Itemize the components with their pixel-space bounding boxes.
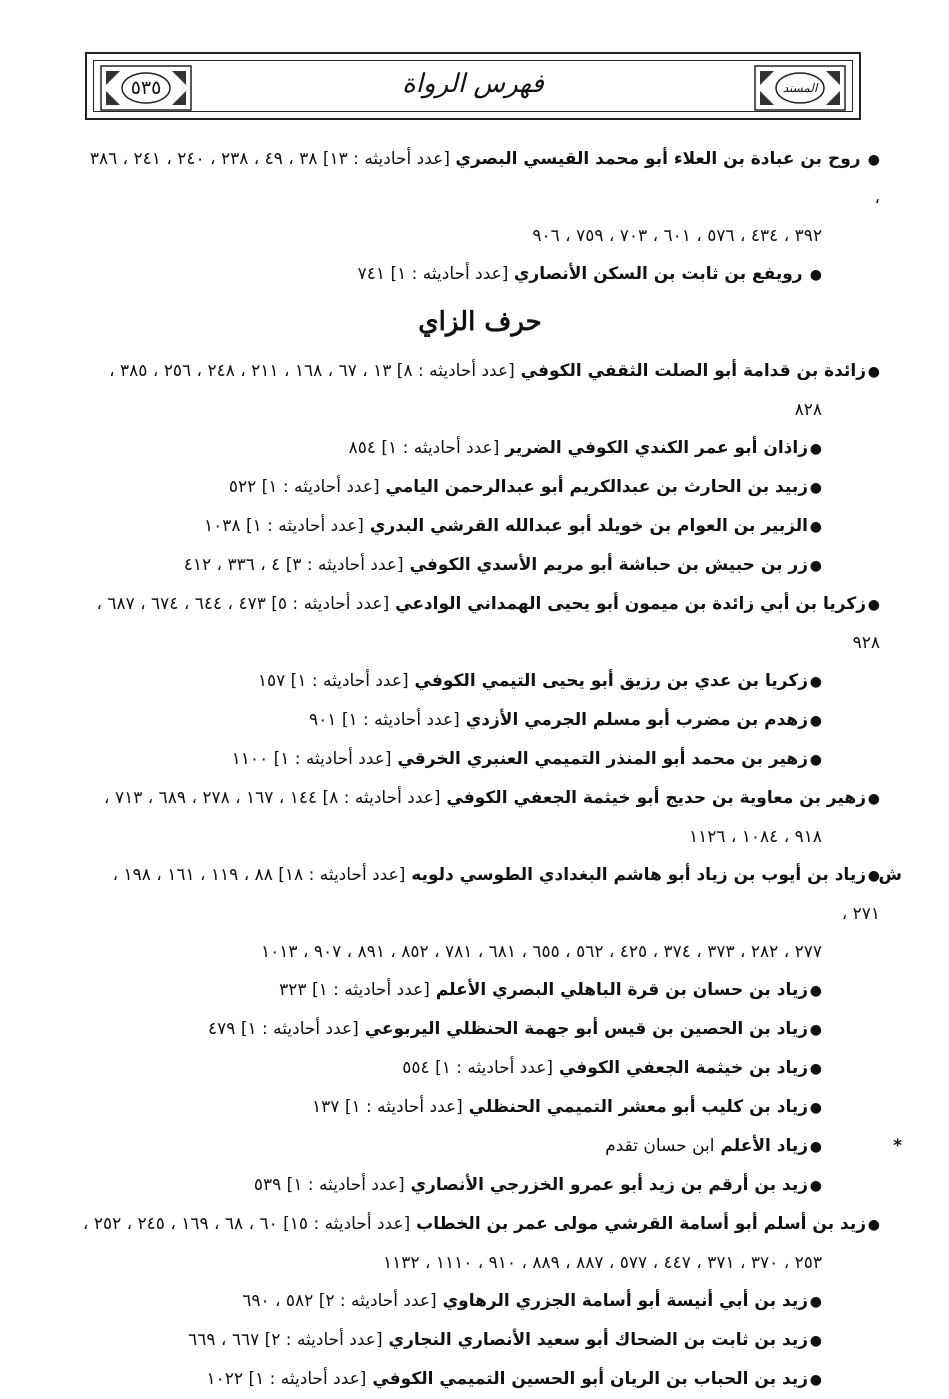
entry-flag: ش (878, 865, 902, 885)
list-item (80, 1282, 880, 1321)
entry-list (80, 352, 902, 1399)
narrator-details-continued: ٩١٨ ، ١٠٨٤ ، ١١٢٦ (688, 827, 822, 847)
narrator-details: [عدد أحاديثه : ١] ٧٤١ (357, 264, 509, 284)
list-item (80, 546, 880, 585)
list-item (80, 1088, 880, 1127)
bullet-icon: ● (809, 983, 822, 999)
narrator-name: زائدة بن قدامة أبو الصلت الثقفي الكوفي (514, 361, 866, 381)
narrator-name: زبيد بن الحارث بن عبدالكريم أبو عبدالرحمن اليامي (379, 477, 808, 497)
bullet-icon: ● (809, 267, 822, 283)
narrator-name: زهير بن معاوية بن حديج أبو خيثمة الجعفي الكوفي (440, 788, 866, 808)
narrator-details: [عدد أحاديثه : ١] ١٠٣٨ (204, 516, 364, 536)
narrator-name: زيد بن أسلم أبو أسامة القرشي مولى عمر بن الخطاب (410, 1214, 866, 1234)
bullet-icon: ● (809, 713, 822, 729)
narrator-name: زهير بن محمد أبو المنذر التميمي العنبري الخرقي (391, 749, 808, 769)
bullet-icon: ● (809, 752, 822, 768)
narrator-details: [عدد أحاديثه : ١] ٥٣٩ (253, 1175, 405, 1195)
narrator-details: [عدد أحاديثه : ٢] ٦٦٧ ، ٦٦٩ (188, 1330, 383, 1350)
narrator-details: [عدد أحاديثه : ٨] ١٤٤ ، ١٦٧ ، ٢٧٨ ، ٦٨٩ ، ٧١٣ ، (104, 788, 441, 808)
narrator-details: [عدد أحاديثه : ٨] ١٣ ، ٦٧ ، ١٦٨ ، ٢١١ ، ٢٤٨ ، ٢٥٦ ، ٣٨٥ ، (109, 361, 515, 381)
list-item (80, 1205, 880, 1282)
narrator-name: زهدم بن مضرب أبو مسلم الجرمي الأزدي (459, 710, 808, 730)
bullet-icon: ● (809, 1100, 822, 1116)
narrator-details: [عدد أحاديثه : ٥] ٤٧٣ ، ٦٤٤ ، ٦٧٤ ، ٦٨٧ ، ٩٢٨ (96, 594, 880, 653)
narrator-name: زر بن حبيش بن حباشة أبو مريم الأسدي الكوفي (403, 555, 808, 575)
narrator-name: زياد بن أيوب بن زياد أبو هاشم البغدادي الطوسي دلويه (405, 865, 866, 885)
narrator-details-continued: ٢٥٣ ، ٣٧٠ ، ٣٧١ ، ٤٤٧ ، ٥٧٧ ، ٨٨٧ ، ٨٨٩ ، ٩١٠ ، ١١١٠ ، ١١٣٢ (383, 1253, 822, 1273)
list-item (80, 140, 880, 255)
narrator-details: [عدد أحاديثه : ١] ٤٧٩ (208, 1019, 359, 1039)
narrator-details: [عدد أحاديثه : ١٣] ٣٨ ، ٤٩ ، ٢٣٨ ، ٢٤٠ ، ٢٤١ ، ٣٨٦ ، (89, 149, 880, 208)
bullet-icon: ● (809, 1372, 822, 1388)
narrator-details: [عدد أحاديثه : ١] ٥٢٢ (228, 477, 380, 497)
narrator-details: ابن حسان تقدم (605, 1136, 715, 1156)
list-item (80, 429, 880, 468)
bullet-icon: ● (809, 1022, 822, 1038)
list-item (80, 1321, 880, 1360)
narrator-name: الزبير بن العوام بن خويلد أبو عبدالله القرشي البدري (363, 516, 808, 536)
narrator-details: [عدد أحاديثه : ٢] ٥٨٢ ، ٦٩٠ (242, 1291, 437, 1311)
bullet-icon: ● (809, 519, 822, 535)
narrator-details: [عدد أحاديثه : ٣] ٤ ، ٣٣٦ ، ٤١٢ (183, 555, 404, 575)
narrator-name: زياد الأعلم (714, 1136, 808, 1156)
page-number: ٥٣٥ (130, 77, 162, 99)
narrator-name: زياد بن كليب أبو معشر التميمي الحنظلي (462, 1097, 808, 1117)
list-item (80, 1166, 880, 1205)
page-number-ornament (100, 65, 192, 111)
section-heading: حرف الزاي (418, 307, 542, 337)
narrator-name: زيد بن أرقم بن زيد أبو عمرو الخزرجي الأنصاري (404, 1175, 808, 1195)
narrator-details: [عدد أحاديثه : ١٥] ٦٠ ، ٦٨ ، ١٦٩ ، ٢٤٥ ، ٢٥٢ ، (82, 1214, 411, 1234)
narrator-details: [عدد أحاديثه : ١] ١٣٧ (312, 1097, 463, 1117)
entry-flag: * (893, 1136, 902, 1156)
narrator-name: زيد بن الحباب بن الريان أبو الحسين التميمي الكوفي (366, 1369, 808, 1389)
list-item (80, 1049, 880, 1088)
bullet-icon: ● (867, 791, 880, 807)
bullet-icon: ● (867, 1217, 880, 1233)
bullet-icon: ● (809, 558, 822, 574)
header-inner-frame (93, 60, 853, 112)
bullet-icon: ● (809, 674, 822, 690)
narrator-details: [عدد أحاديثه : ١] ٨٥٤ (348, 438, 500, 458)
narrator-name: زيد بن أبي أنيسة أبو أسامة الجزري الرهاوي (436, 1291, 808, 1311)
bullet-icon: ● (809, 480, 822, 496)
narrator-details-continued: ٨٢٨ (794, 400, 822, 420)
narrator-details: [عدد أحاديثه : ١] ٥٥٤ (402, 1058, 554, 1078)
list-item (80, 779, 880, 856)
narrator-details: [عدد أحاديثه : ١٨] ٨٨ ، ١١٩ ، ١٦١ ، ١٩٨ ، ٢٧١ ، (112, 865, 880, 924)
bullet-icon: ● (867, 597, 880, 613)
running-title: فهرس الرواة (402, 69, 544, 99)
narrator-details: [عدد أحاديثه : ١] ٣٢٣ (279, 980, 430, 1000)
list-item (80, 662, 880, 701)
bullet-icon: ● (867, 152, 880, 168)
logo: المسند (782, 81, 818, 95)
narrator-name: زاذان أبو عمر الكندي الكوفي الضرير (499, 438, 808, 458)
page-header (85, 52, 861, 120)
narrator-details: [عدد أحاديثه : ١] ١٠٢٢ (206, 1369, 367, 1389)
bullet-icon: ● (867, 364, 880, 380)
list-item (80, 255, 880, 294)
narrator-details-continued: ٢٧٧ ، ٢٨٢ ، ٣٧٣ ، ٣٧٤ ، ٤٢٥ ، ٥٦٢ ، ٦٥٥ ، ٦٨١ ، ٧٨١ ، ٨٥٢ ، ٨٩١ ، ٩٠٧ ، ١٠١٣ (261, 942, 822, 962)
bullet-icon: ● (809, 1139, 822, 1155)
bullet-icon: ● (867, 868, 880, 884)
list-item (80, 1010, 880, 1049)
list-item (80, 856, 902, 971)
list-item (80, 507, 880, 546)
list-item (80, 585, 880, 662)
narrator-details: [عدد أحاديثه : ١] ٩٠١ (309, 710, 460, 730)
narrator-name: زكريا بن عدي بن رزيق أبو يحيى التيمي الكوفي (408, 671, 808, 691)
list-item (80, 352, 880, 429)
bullet-icon: ● (809, 1294, 822, 1310)
list-item (80, 740, 880, 779)
narrator-name: زيد بن ثابت بن الضحاك أبو سعيد الأنصاري النجاري (382, 1330, 808, 1350)
narrator-name: زياد بن الحصين بن قيس أبو جهمة الحنظلي اليربوعي (358, 1019, 808, 1039)
narrator-details: [عدد أحاديثه : ١] ١٥٧ (257, 671, 409, 691)
narrator-details-continued: ٣٩٢ ، ٤٣٤ ، ٥٧٦ ، ٦٠١ ، ٧٠٣ ، ٧٥٩ ، ٩٠٦ (532, 226, 822, 246)
narrator-name: زكريا بن أبي زائدة بن ميمون أبو يحيى الهمداني الوادعي (389, 594, 866, 614)
list-item (80, 468, 880, 507)
list-item (80, 1360, 880, 1399)
list-item (80, 971, 880, 1010)
narrator-details: [عدد أحاديثه : ١] ١١٠٠ (231, 749, 392, 769)
bullet-icon: ● (809, 1061, 822, 1077)
narrator-name: روح بن عبادة بن العلاء أبو محمد القيسي البصري (455, 149, 861, 169)
bullet-icon: ● (809, 441, 822, 457)
narrator-name: زياد بن حسان بن قرة الباهلي البصري الأعلم (429, 980, 808, 1000)
narrator-name: رويفع بن ثابت بن السكن الأنصاري (513, 264, 803, 284)
list-item (80, 701, 880, 740)
logo-ornament (754, 65, 846, 111)
bullet-icon: ● (809, 1178, 822, 1194)
index-content (80, 140, 902, 1399)
list-item (80, 1127, 902, 1166)
bullet-icon: ● (809, 1333, 822, 1349)
narrator-name: زياد بن خيثمة الجعفي الكوفي (553, 1058, 808, 1078)
